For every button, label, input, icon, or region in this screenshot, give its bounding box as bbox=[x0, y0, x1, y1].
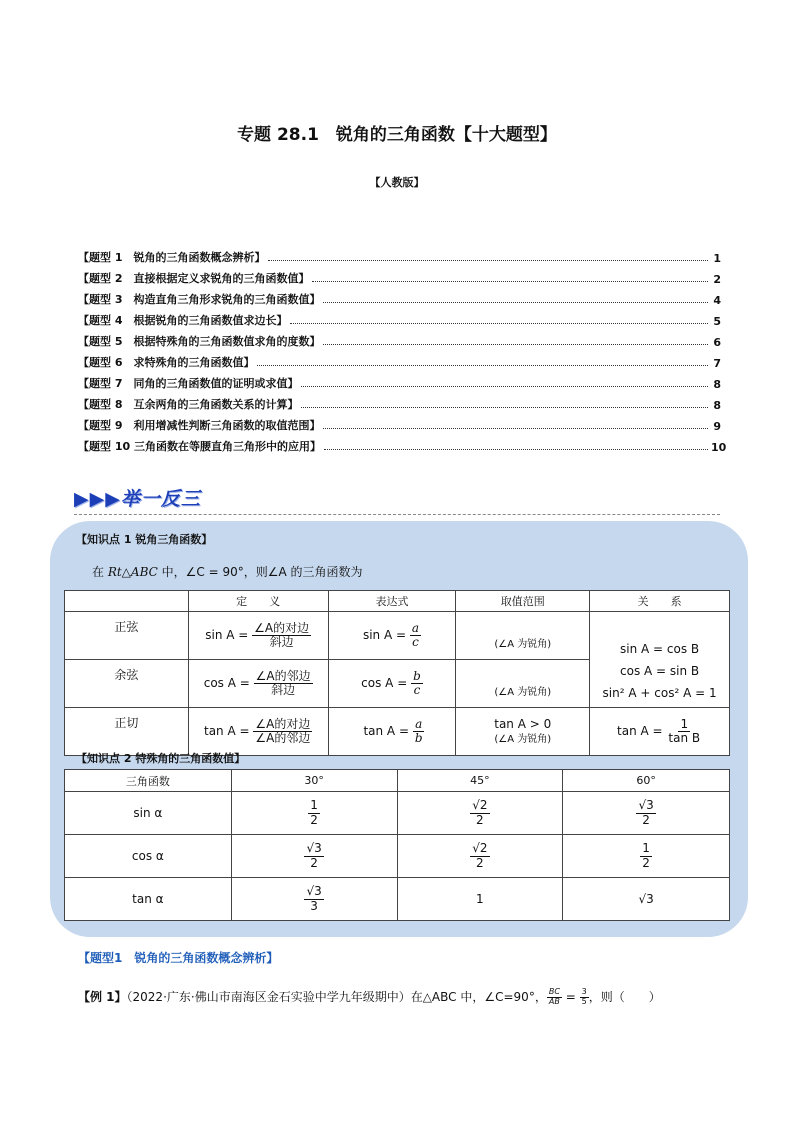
knowledge2-title: 【知识点 2 特殊角的三角函数值】 bbox=[76, 752, 246, 765]
table-header: 定 义 bbox=[188, 591, 328, 612]
section-banner bbox=[74, 484, 201, 511]
table-header: 关 系 bbox=[590, 591, 730, 612]
table-row: sin α $\frac{1}{2}$ $\frac{√2}{2}$ $\frac{√3}{2}$ bbox=[65, 792, 730, 835]
section-heading: 【题型1 锐角的三角函数概念辨析】 bbox=[78, 951, 279, 965]
table-header: 45° bbox=[397, 770, 563, 792]
toc-item[interactable]: 【题型 6 求特殊角的三角函数值】 7 bbox=[78, 356, 721, 370]
table-header bbox=[65, 591, 189, 612]
table-header: 取值范围 bbox=[456, 591, 590, 612]
toc-item[interactable]: 【题型 3 构造直角三角形求锐角的三角函数值】 4 bbox=[78, 293, 721, 307]
page-title: 专题 28.1 锐角的三角函数【十大题型】 bbox=[237, 125, 557, 145]
example-1: 【例 1】（2022·广东·佛山市南海区金石实验中学九年级期中）在△ABC 中，∠C=90°， $\frac{BC}{AB}$ = $\frac{3}{5}$ ，则（ ） bbox=[78, 987, 661, 1006]
edition-label: 【人教版】 bbox=[369, 176, 425, 189]
toc-item[interactable]: 【题型 8 互余两角的三角函数关系的计算】 8 bbox=[78, 398, 721, 412]
relations-cell: sin A = cos B cos A = sin B sin² A + cos² A = 1 bbox=[590, 612, 730, 708]
divider bbox=[74, 514, 720, 515]
table-row: 正切 tan A = $\frac{\text{∠A的对边}}{\text{∠A的邻边}}$ tan A = $\frac{a}{b}$ tan A > 0 (∠A 为锐角) tan A = $\frac{1}{\text{tan B}}$ bbox=[65, 708, 730, 756]
trig-definition-table bbox=[64, 590, 730, 756]
table-row: tan α $\frac{√3}{3}$ 1 √3 bbox=[65, 878, 730, 921]
toc-item[interactable]: 【题型 5 根据特殊角的三角函数值求角的度数】 6 bbox=[78, 335, 721, 349]
toc-item[interactable]: 【题型 9 利用增减性判断三角函数的取值范围】 9 bbox=[78, 419, 721, 433]
table-header: 30° bbox=[231, 770, 397, 792]
table-row: 余弦 cos A = $\frac{\text{∠A的邻边}}{\text{斜边}}$ cos A = $\frac{b}{c}$ (∠A 为锐角) bbox=[65, 660, 730, 708]
table-of-contents bbox=[78, 244, 727, 454]
toc-item[interactable]: 【题型 2 直接根据定义求锐角的三角函数值】 2 bbox=[78, 272, 721, 286]
table-header: 表达式 bbox=[328, 591, 456, 612]
toc-item[interactable]: 【题型 7 同角的三角函数值的证明或求值】 8 bbox=[78, 377, 721, 391]
table-row: cos α $\frac{√3}{2}$ $\frac{√2}{2}$ $\frac{1}{2}$ bbox=[65, 835, 730, 878]
knowledge1-title: 【知识点 1 锐角三角函数】 bbox=[76, 533, 213, 546]
banner-text: ▶▶▶举一反三 bbox=[74, 488, 201, 510]
table-row: 正弦 sin A = $\frac{\text{∠A的对边}}{\text{斜边}}$ sin A = $\frac{a}{c}$ (∠A 为锐角) sin A = cos B cos A = sin B sin² A + cos² A = 1 bbox=[65, 612, 730, 660]
table-header: 60° bbox=[563, 770, 730, 792]
toc-item[interactable]: 【题型 1 锐角的三角函数概念辨析】 1 bbox=[78, 251, 721, 265]
special-angle-table bbox=[64, 769, 730, 921]
knowledge1-intro: 在 Rt△ABC 中，∠C = 90°，则∠A 的三角函数为 bbox=[92, 565, 363, 579]
toc-item[interactable]: 【题型 10 三角函数在等腰直角三角形中的应用】 10 bbox=[78, 440, 727, 454]
toc-item[interactable]: 【题型 4 根据锐角的三角函数值求边长】 5 bbox=[78, 314, 721, 328]
table-header: 三角函数 bbox=[65, 770, 232, 792]
